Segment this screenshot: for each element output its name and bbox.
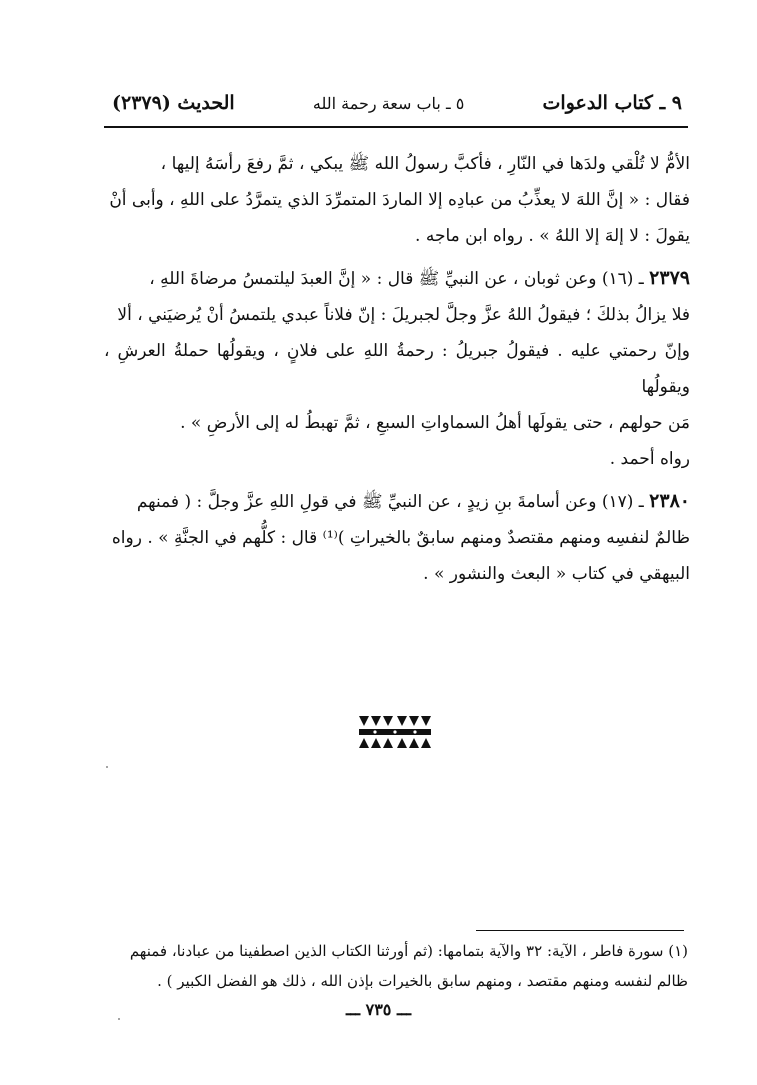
footnote-line: ظالم لنفسه ومنهم مقتصد ، ومنهم سابق بالخيرات بإذن الله ، ذلك هو الفضل الكبير ) . <box>157 972 688 990</box>
main-text <box>104 146 690 598</box>
hadith-2380 <box>104 483 690 592</box>
header-chapter: ٩ ـ كتاب الدعوات <box>542 92 682 114</box>
paragraph-continuation <box>104 146 690 254</box>
text-line: يقولَ : لا إلهَ إلا اللهُ » . رواه ابن ماجه . <box>415 226 690 246</box>
text-line: مَن حولهم ، حتى يقولَها أهلُ السماواتِ السبعِ ، ثمَّ تهبطُ له إلى الأرضِ » . <box>180 413 690 433</box>
page-number: ـــ ٧٣٥ ـــ <box>345 1000 412 1019</box>
hadith-number: ٢٣٨٠ <box>649 490 690 512</box>
text-line: ـ (١٧) وعن أسامةَ بنِ زيدٍ ، عن النبيِّ ﷺ في قولِ اللهِ عزَّ وجلَّ : ( فمنهم <box>136 492 644 512</box>
hadith-number: ٢٣٧٩ <box>649 267 690 289</box>
text-line: فقال : « إنَّ اللهَ لا يعذِّبُ من عبادِه إلا الماردَ المتمرِّدَ الذي يتمرَّدُ على اللهِ ، وأبى أنْ <box>109 190 690 210</box>
text-line: وإنّ رحمتي عليه . فيقولُ جبريلُ : رحمةُ اللهِ على فلانٍ ، ويقولُها حملةُ العرشِ ، ويقولُها <box>104 341 690 397</box>
running-header <box>112 86 682 120</box>
floral-ornament-icon <box>355 712 435 752</box>
text-line: فلا يزالُ بذلكَ ؛ فيقولُ اللهُ عزَّ وجلَّ لجبريلَ : إنّ فلاناً عبدي يلتمسُ أنْ يُرضيَني ، ألا <box>117 305 690 325</box>
header-rule <box>104 126 688 128</box>
footnote-rule <box>476 930 684 931</box>
text-line: ظالمٌ لنفسِه ومنهم مقتصدٌ ومنهم سابقٌ بالخيراتِ )⁽¹⁾ قال : كلُّهم في الجنَّةِ » . رواه <box>111 528 690 548</box>
footnote-line: (١) سورة فاطر ، الآية: ٣٢ والآية بتمامها: (ثم أورثنا الكتاب الذين اصطفينا من عبادنا، فمنهم <box>129 942 688 960</box>
scan-speck <box>106 766 108 768</box>
text-line: الأمُّ لا تُلْقي ولدَها في النّارِ ، فأكبَّ رسولُ الله ﷺ يبكي ، ثمَّ رفعَ رأسَهُ إليها ، <box>160 154 690 174</box>
footnote <box>110 936 688 996</box>
header-hadith-number: الحديث (٢٣٧٩) <box>112 92 235 114</box>
header-section: ٥ ـ باب سعة رحمة الله <box>312 93 465 113</box>
text-line: ـ (١٦) وعن ثوبان ، عن النبيِّ ﷺ قال : « إنَّ العبدَ ليلتمسُ مرضاةَ اللهِ ، <box>149 269 644 289</box>
hadith-2379 <box>104 260 690 477</box>
text-line: رواه أحمد . <box>609 449 690 469</box>
text-line: البيهقي في كتاب « البعث والنشور » . <box>423 564 690 584</box>
